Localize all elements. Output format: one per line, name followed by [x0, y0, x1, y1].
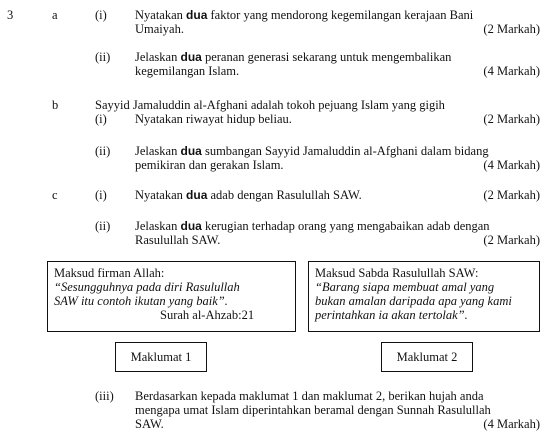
emphasis-word: dua [180, 219, 202, 233]
info-box-1-heading: Maksud firman Allah: [54, 266, 165, 280]
part-a-i-text-line2: Umaiyah. [135, 22, 184, 36]
question-number: 3 [7, 8, 14, 22]
part-a-ii-number: (ii) [95, 50, 111, 64]
part-c-iii-text-line2: mengapa umat Islam diperintahkan beramal dengan Sunnah Rasulullah [135, 403, 491, 417]
info-box-1-source: Surah al-Ahzab:21 [160, 308, 255, 322]
part-c-iii-number: (iii) [95, 389, 114, 403]
info-box-2-quote-line3: perintahkan ia akan tertolak”. [315, 308, 468, 322]
part-b-label: b [52, 98, 59, 112]
emphasis-word: dua [180, 50, 202, 64]
part-c-ii-marks: (2 Markah) [483, 233, 540, 247]
part-a-i-text-line1 [135, 8, 473, 22]
info-box-2-quote-line1: “Barang siapa membuat amal yang [315, 280, 495, 294]
text-segment: Jelaskan [135, 219, 181, 233]
info-label-1: Maklumat 1 [115, 342, 207, 372]
text-segment: Jelaskan [135, 50, 181, 64]
part-b-ii-text-line2: pemikiran dan gerakan Islam. [135, 158, 284, 172]
text-segment: kerugian terhadap orang yang mengabaikan adab dengan [201, 219, 490, 233]
emphasis-word: dua [180, 144, 202, 158]
part-c-ii-text-line2: Rasulullah SAW. [135, 233, 221, 247]
part-b-i-marks: (2 Markah) [483, 112, 540, 126]
part-b-ii-marks: (4 Markah) [483, 158, 540, 172]
emphasis-word: dua [186, 188, 208, 202]
text-segment: Jelaskan [135, 144, 181, 158]
part-b-i-text: Nyatakan riwayat hidup beliau. [135, 112, 292, 126]
part-b-intro: Sayyid Jamaluddin al-Afghani adalah tokoh pejuang Islam yang gigih [95, 98, 445, 112]
part-a-label: a [52, 8, 58, 22]
part-a-ii-text-line1 [135, 50, 451, 64]
part-c-label: c [52, 188, 58, 202]
part-a-i-number: (i) [95, 8, 107, 22]
emphasis-word: dua [186, 8, 208, 22]
part-b-ii-text-line1 [135, 144, 489, 158]
part-c-iii-text-line3: SAW. [135, 417, 164, 431]
part-c-iii-marks: (4 Markah) [483, 417, 540, 431]
text-segment: faktor yang mendorong kegemilangan kerajaan Bani [207, 8, 474, 22]
text-segment: Nyatakan [135, 188, 187, 202]
part-c-iii-text-line1: Berdasarkan kepada maklumat 1 dan maklumat 2, berikan hujah anda [135, 389, 484, 403]
text-segment: peranan generasi sekarang untuk mengembalikan [201, 50, 452, 64]
part-c-i-marks: (2 Markah) [483, 188, 540, 202]
info-box-1-quote-line1: “Sesungguhnya pada diri Rasulullah [54, 280, 240, 294]
info-box-2-heading: Maksud Sabda Rasulullah SAW: [315, 266, 479, 280]
part-a-ii-marks: (4 Markah) [483, 64, 540, 78]
part-c-i-text [135, 188, 362, 202]
part-a-i-marks: (2 Markah) [483, 22, 540, 36]
text-segment: Nyatakan [135, 8, 187, 22]
part-c-ii-text-line1 [135, 219, 490, 233]
part-b-i-number: (i) [95, 112, 107, 126]
part-a-ii-text-line2: kegemilangan Islam. [135, 64, 240, 78]
text-segment: sumbangan Sayyid Jamaluddin al-Afghani dalam bidang [201, 144, 489, 158]
part-b-ii-number: (ii) [95, 144, 111, 158]
info-label-2: Maklumat 2 [381, 342, 473, 372]
part-c-i-number: (i) [95, 188, 107, 202]
text-segment: adab dengan Rasulullah SAW. [207, 188, 362, 202]
info-box-2 [308, 261, 540, 332]
info-box-2-quote-line2: bukan amalan daripada apa yang kami [315, 294, 512, 308]
info-box-1-quote-line2: SAW itu contoh ikutan yang baik”. [54, 294, 228, 308]
part-c-ii-number: (ii) [95, 219, 111, 233]
info-box-1 [47, 261, 296, 332]
